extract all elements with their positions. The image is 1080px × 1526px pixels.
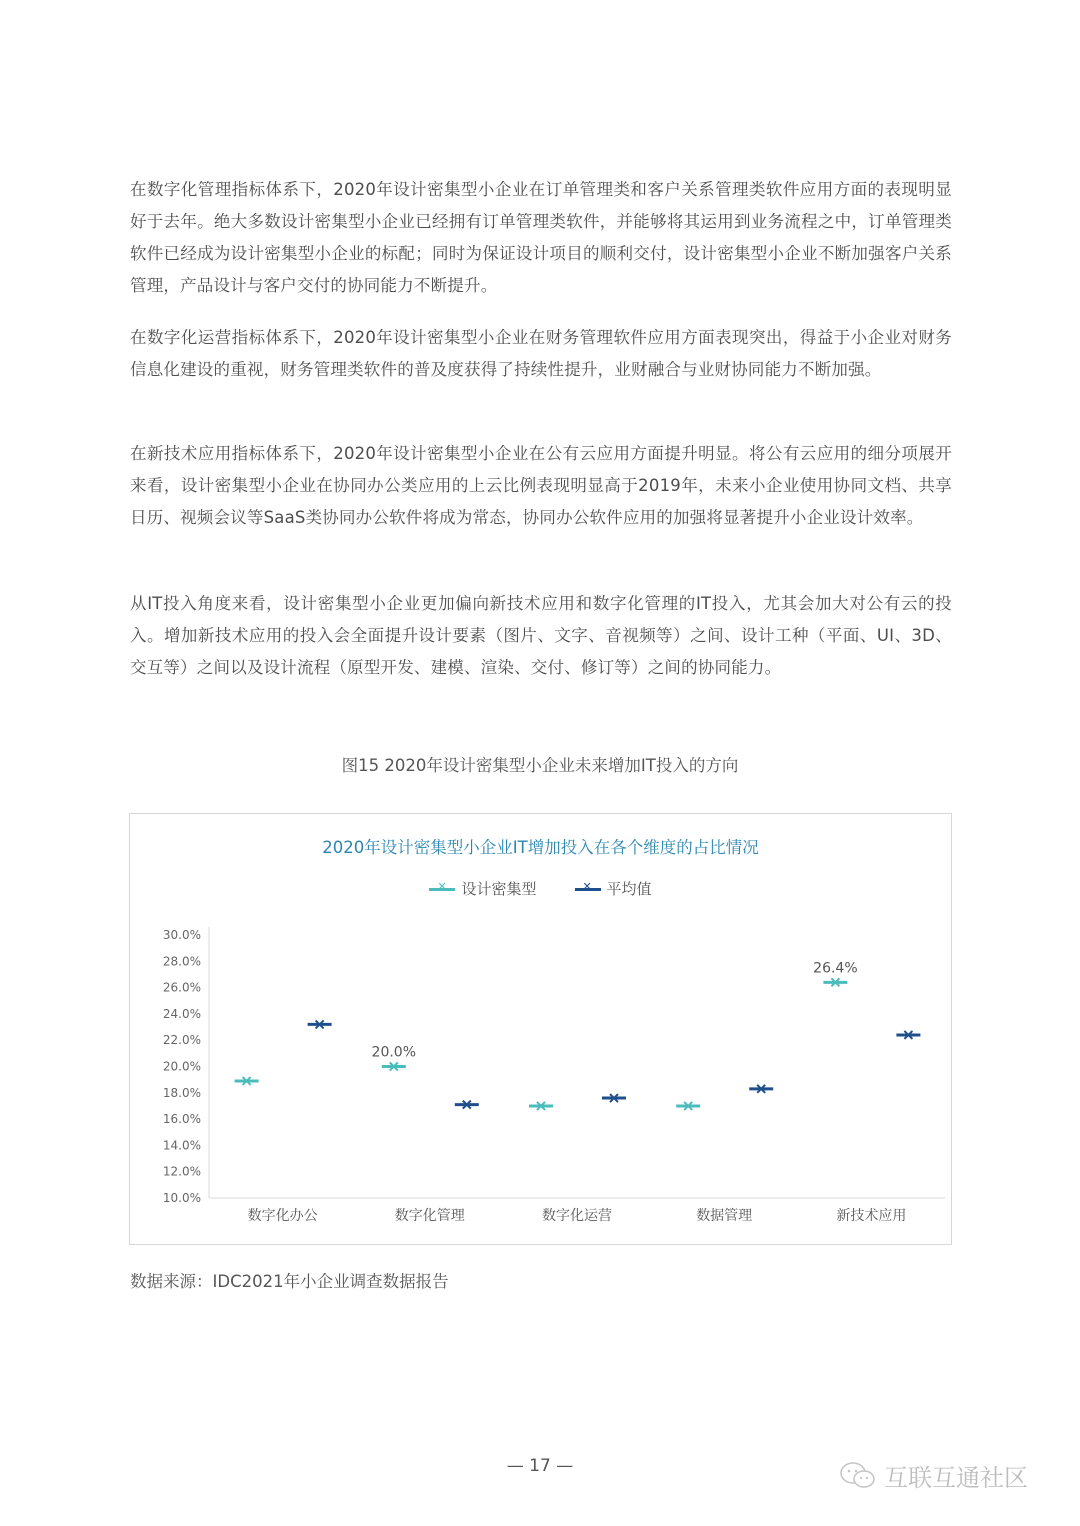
watermark-text: 互联互通社区 bbox=[884, 1464, 1028, 1492]
data-label: 20.0% bbox=[371, 1044, 417, 1061]
paragraph-it-investment: 从IT投入角度来看，设计密集型小企业更加偏向新技术应用和数字化管理的IT投入，尤其会加大对公有云的投入。增加新技术应用的投入会全面提升设计要素（图片、文字、音视频等）之间、设计工种（平面、UI、3D、交互等）之间以及设计流程（原型开发、建模、渲染、交付、修订等）之间的协同能力。 bbox=[130, 594, 952, 677]
chart-plot-area bbox=[130, 814, 951, 1244]
x-category-label: 数字化办公 bbox=[247, 1208, 318, 1224]
y-tick-label: 14.0% bbox=[162, 1138, 201, 1153]
wechat-icon bbox=[838, 1460, 878, 1492]
y-tick-label: 10.0% bbox=[162, 1191, 201, 1205]
chart-title: 2020年设计密集型小企业IT增加投入在各个维度的占比情况 bbox=[322, 838, 759, 857]
y-tick-label: 20.0% bbox=[162, 1059, 201, 1074]
y-tick-label: 16.0% bbox=[162, 1112, 201, 1127]
y-tick-label: 18.0% bbox=[162, 1085, 201, 1100]
watermark bbox=[838, 1458, 1028, 1493]
paragraph-digital-operation: 在数字化运营指标体系下，2020年设计密集型小企业在财务管理软件应用方面表现突出，得益于小企业对财务信息化建设的重视，财务管理类软件的普及度获得了持续性提升，业财融合与业财协同能力不断加强。 bbox=[130, 328, 952, 379]
chart-container bbox=[129, 813, 952, 1245]
y-tick-label: 26.0% bbox=[162, 980, 201, 995]
x-category-label: 数字化运营 bbox=[542, 1208, 612, 1224]
paragraph-digital-management: 在数字化管理指标体系下，2020年设计密集型小企业在订单管理类和客户关系管理类软件应用方面的表现明显好于去年。绝大多数设计密集型小企业已经拥有订单管理类软件，并能够将其运用到业务流程之中，订单管理类软件已经成为设计密集型小企业的标配；同时为保证设计项目的顺利交付，设计密集型小企业不断加强客户关系管理，产品设计与客户交付的协同能力不断提升。 bbox=[130, 180, 952, 295]
figure-caption: 图15 2020年设计密集型小企业未来增加IT投入的方向 bbox=[341, 756, 739, 775]
x-category-label: 数字化管理 bbox=[394, 1208, 465, 1224]
data-source-note: 数据来源：IDC2021年小企业调查数据报告 bbox=[130, 1272, 449, 1291]
data-label: 26.4% bbox=[813, 960, 858, 977]
x-category-label: 新技术应用 bbox=[836, 1208, 907, 1224]
x-category-label: 数据管理 bbox=[696, 1208, 753, 1224]
y-tick-label: 24.0% bbox=[162, 1006, 201, 1021]
y-tick-label: 28.0% bbox=[162, 954, 201, 969]
y-tick-label: 30.0% bbox=[162, 928, 201, 942]
paragraph-new-technology: 在新技术应用指标体系下，2020年设计密集型小企业在公有云应用方面提升明显。将公有云应用的细分项展开来看，设计密集型小企业在协同办公类应用的上云比例表现明显高于2019年，未来小企业使用协同文档、共享日历、视频会议等SaaS类协同办公软件将成为常态，协同办公软件应用的加强将显著提升小企业设计效率。 bbox=[130, 444, 952, 527]
y-tick-label: 12.0% bbox=[162, 1164, 201, 1179]
legend-label: 设计密集型 bbox=[461, 880, 537, 898]
page-number: — 17 — bbox=[506, 1456, 574, 1476]
legend-label: 平均值 bbox=[606, 880, 652, 898]
y-tick-label: 22.0% bbox=[162, 1033, 201, 1048]
